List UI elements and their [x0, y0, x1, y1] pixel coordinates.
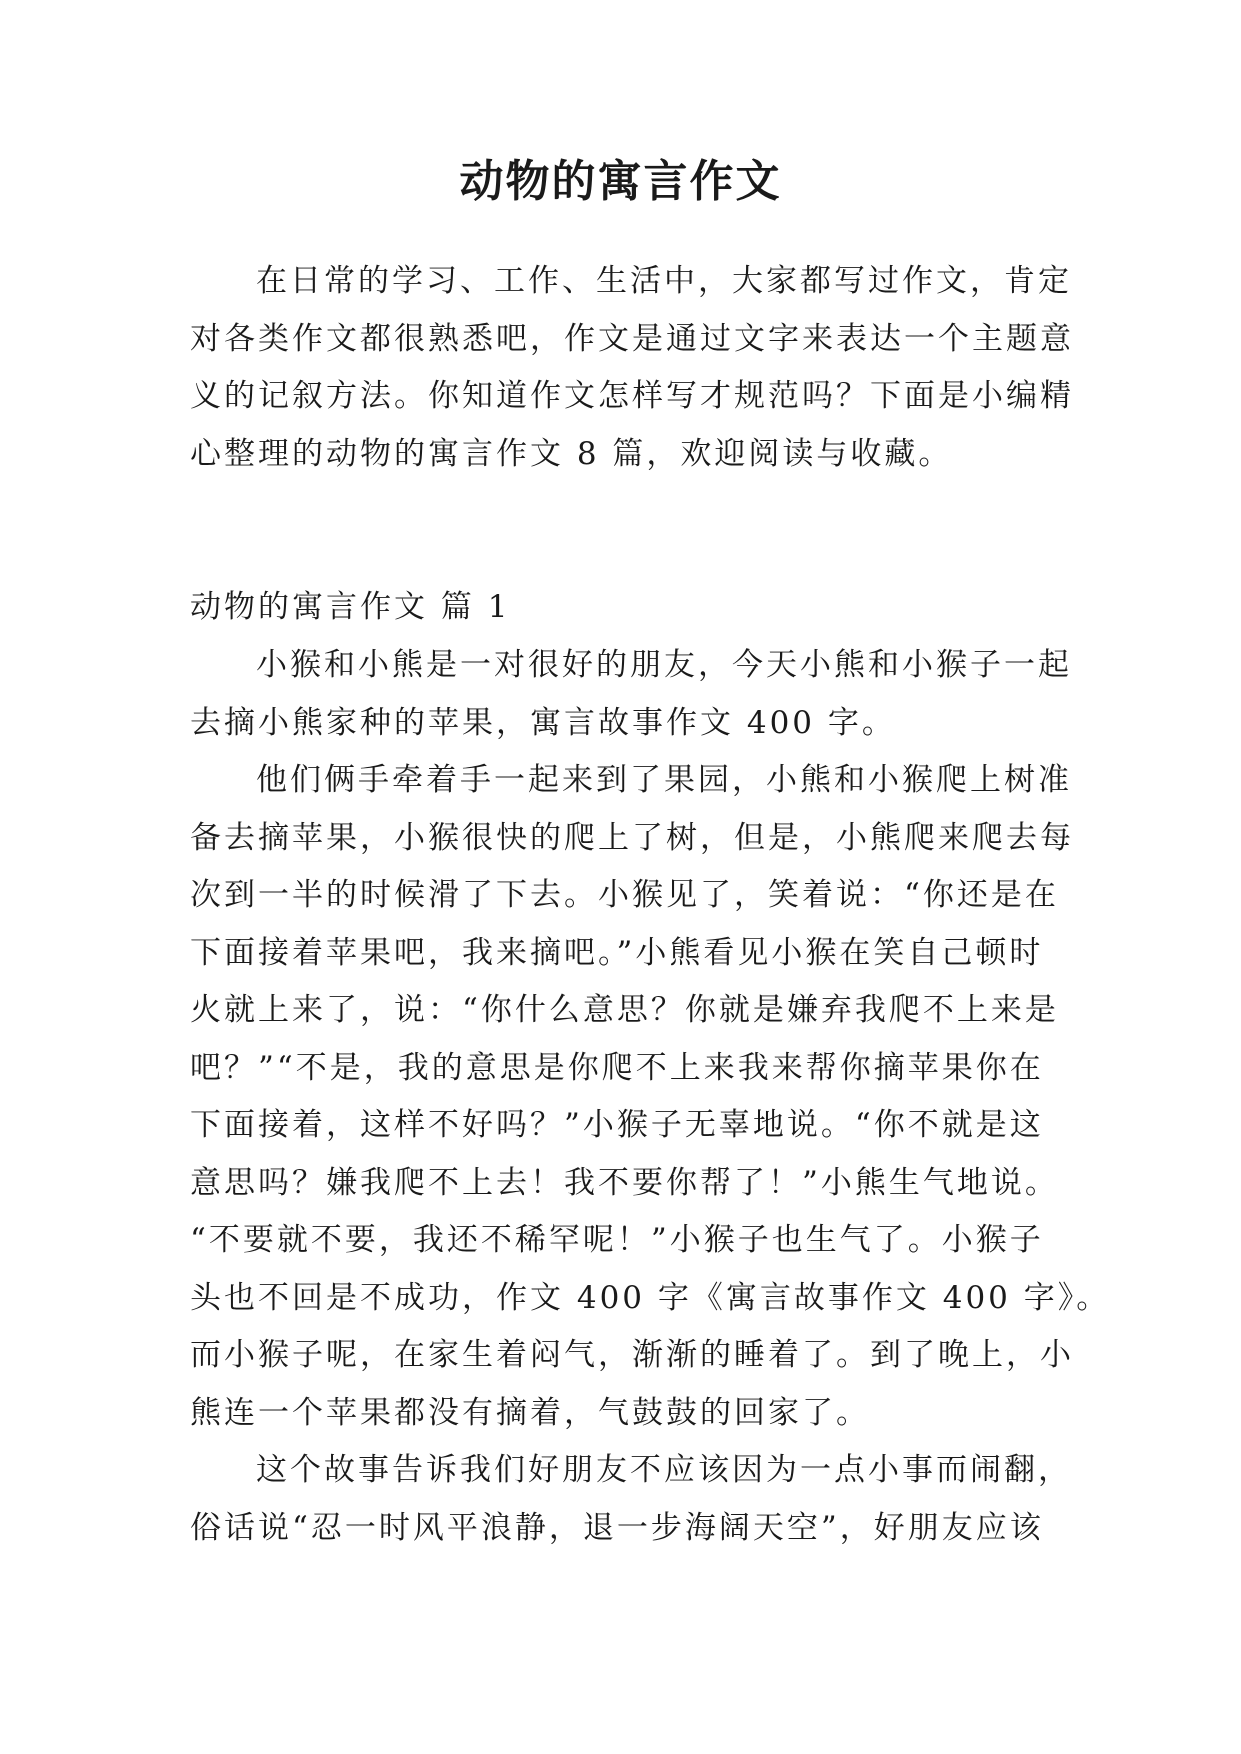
section-heading: 动物的寓言作文 篇 1 — [190, 589, 511, 625]
body-line: 小猴和小熊是一对很好的朋友，今天小熊和小猴子一起 — [256, 647, 1072, 683]
body-line: 备去摘苹果，小猴很快的爬上了树，但是，小熊爬来爬去每 — [190, 819, 1074, 856]
intro-line: 对各类作文都很熟悉吧，作文是通过文字来表达一个主题意 — [190, 320, 1074, 357]
body-line: 这个故事告诉我们好朋友不应该因为一点小事而闹翻， — [256, 1452, 1072, 1488]
intro-line: 在日常的学习、工作、生活中，大家都写过作文，肯定 — [256, 263, 1072, 299]
body-line: 下面接着苹果吧，我来摘吧。”小熊看见小猴在笑自己顿时 — [190, 934, 1044, 971]
document-title: 动物的寓言作文 — [459, 156, 782, 207]
body-line: 他们俩手牵着手一起来到了果园，小熊和小猴爬上树准 — [256, 762, 1072, 798]
body-line: “不要就不要，我还不稀罕呢！”小猴子也生气了。小猴子 — [190, 1222, 1044, 1258]
body-line: 俗话说“忍一时风平浪静，退一步海阔天空”，好朋友应该 — [190, 1509, 1044, 1546]
intro-line: 心整理的动物的寓言作文 8 篇，欢迎阅读与收藏。 — [190, 435, 953, 472]
body-line: 去摘小熊家种的苹果，寓言故事作文 400 字。 — [190, 704, 896, 741]
body-line: 而小猴子呢，在家生着闷气，渐渐的睡着了。到了晚上，小 — [190, 1337, 1074, 1373]
body-line: 吧？”“不是，我的意思是你爬不上来我来帮你摘苹果你在 — [190, 1049, 1044, 1086]
body-line: 火就上来了，说：“你什么意思？你就是嫌弃我爬不上来是 — [190, 992, 1059, 1028]
intro-paragraph — [190, 253, 1074, 483]
body-line: 熊连一个苹果都没有摘着，气鼓鼓的回家了。 — [190, 1394, 870, 1431]
body-line: 头也不回是不成功，作文 400 字《寓言故事作文 400 字》。 — [190, 1279, 1111, 1316]
body-line: 下面接着，这样不好吗？”小猴子无辜地说。“你不就是这 — [190, 1107, 1044, 1143]
body-line: 次到一半的时候滑了下去。小猴见了，笑着说：“你还是在 — [190, 877, 1059, 913]
section-body — [190, 637, 1111, 1557]
intro-line: 义的记叙方法。你知道作文怎样写才规范吗？下面是小编精 — [190, 378, 1074, 414]
body-line: 意思吗？嫌我爬不上去！我不要你帮了！”小熊生气地说。 — [190, 1164, 1059, 1201]
